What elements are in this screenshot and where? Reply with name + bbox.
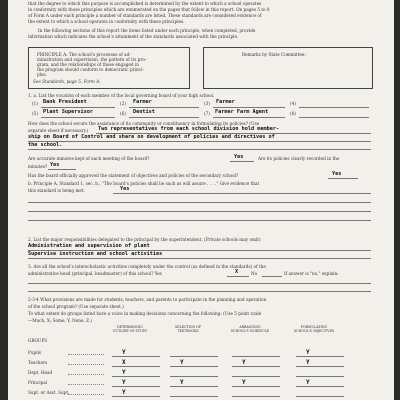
grid-cell-mark: Y <box>122 389 126 396</box>
intro-line-1: that the degree to which this purpose is accomplished is determined by the extent to which a school operates <box>28 1 262 6</box>
grid-cell-line <box>232 366 280 367</box>
assist-line-3 <box>28 149 371 150</box>
grid-row-leader <box>68 354 104 355</box>
grid-cell-line <box>170 376 218 377</box>
grid-cell-mark: Y <box>306 349 310 356</box>
grid-cell-mark: Y <box>180 359 184 366</box>
grid-cell-mark: Y <box>122 349 126 356</box>
adopt-answer: Yes <box>332 171 342 177</box>
b-line-4 <box>28 220 371 221</box>
q2-line-2 <box>28 258 371 259</box>
minutes-answer-2: Yes <box>50 162 60 168</box>
q4-prompt-3: To what extent do groups listed have a voice in making decisions concerning the following: (Use 5 point scale <box>28 311 262 316</box>
q1-line-6 <box>129 117 199 118</box>
intro-line-6: information which indicates the school's attainment of the standards associated with the principle. <box>28 34 239 39</box>
grid-row-label: Teachers <box>28 360 48 365</box>
grid-cell-line <box>296 356 344 357</box>
q1-line-2 <box>129 107 199 108</box>
principle-box <box>28 47 190 89</box>
grid-row-leader <box>68 374 104 375</box>
b-question: b. Principle A, Standard 1, sec. b., "The board's policies shall be such as will assure . . . ." Give evidence that <box>28 181 260 186</box>
assist-question-2: separate sheet if necessary.) <box>28 128 89 133</box>
q3-prompt: 3. Are all the school's interscholastic activities completely under the control (as defined in the standards) of the <box>28 264 266 269</box>
q3-yes-mark: X <box>235 269 239 275</box>
grid-cell-mark: X <box>122 359 126 366</box>
grid-cell-mark: Y <box>180 379 184 386</box>
grid-row-label: Supt. or Asst. Supt. <box>28 390 70 395</box>
b-line-2 <box>28 202 371 203</box>
q1-value-5: Plant Supervisor <box>43 109 93 115</box>
intro-line-3: of Form A under each principle a number of standards are listed. These standards are considered evidence of <box>28 13 262 18</box>
minutes-line-2 <box>48 169 76 170</box>
q1-num-8: (8) <box>290 111 296 116</box>
q1-prompt: 1. a. List the vocation of each member of the local governing board of your high school. <box>28 93 215 98</box>
intro-line-4: the extent to which a school operates in conformity with these principles. <box>28 19 185 24</box>
adopt-line <box>328 178 358 179</box>
minutes-question: Are accurate minutes kept of each meeting of the board? <box>28 156 150 161</box>
grid-cell-line <box>170 396 218 397</box>
principle-line-5: ples. <box>37 72 47 77</box>
q1-num-4: (4) <box>290 101 296 106</box>
grid-cell-line <box>296 396 344 397</box>
q1-line-1 <box>41 107 115 108</box>
groups-header: GROUPS <box>28 338 48 343</box>
q3-line-1 <box>28 283 371 284</box>
minutes-line <box>230 161 254 162</box>
q1-value-2: Farmer <box>133 99 152 105</box>
assist-question: How does the school secure the assistance of its community or constituency in formulating its policies? (Use <box>28 121 260 126</box>
q1-line-4 <box>299 107 369 108</box>
grid-cell-line <box>232 396 280 397</box>
q3-line-2 <box>28 291 371 292</box>
grid-cell-line <box>232 386 280 387</box>
b-line-1 <box>113 193 371 194</box>
grid-cell-mark: Y <box>242 379 246 386</box>
grid-cell-mark: Y <box>306 379 310 386</box>
grid-cell-line <box>232 356 280 357</box>
q1-num-5: (5) <box>32 111 38 116</box>
b-answer: Yes <box>120 186 130 192</box>
q1-line-3 <box>213 107 285 108</box>
q4-prompt-2: of the school program? (Use separate sheet.) <box>28 304 124 309</box>
q3-yes-line <box>227 276 249 277</box>
assist-answer-1: Two representatives from each school division hold member- <box>98 126 280 132</box>
q1-line-7 <box>213 117 285 118</box>
grid-row-leader <box>68 384 104 385</box>
q1-line-5 <box>41 117 115 118</box>
q1-num-6: (6) <box>120 111 126 116</box>
b-question-2: this standard is being met. <box>28 188 85 193</box>
minutes-question-2: Are its policies clearly recorded in the <box>258 156 340 161</box>
grid-row-leader <box>68 394 104 395</box>
grid-cell-mark: Y <box>306 359 310 366</box>
grid-cell-line <box>112 386 160 387</box>
q1-num-1: (1) <box>32 101 38 106</box>
grid-cell-line <box>170 366 218 367</box>
principle-line-2: ministration and supervision, the pattern of its pro- <box>37 57 147 62</box>
grid-row-label: Principal <box>28 380 48 385</box>
grid-row-leader <box>68 364 104 365</box>
grid-row-label: Pupils <box>28 350 42 355</box>
grid-cell-line <box>112 396 160 397</box>
q2-answer-2: Supervise instruction and school activities <box>28 251 163 257</box>
principle-line-4: the program should conform to democratic princi- <box>37 67 144 72</box>
grid-cell-mark: Y <box>122 369 126 376</box>
grid-cell-line <box>232 376 280 377</box>
grid-cell-line <box>170 386 218 387</box>
q1-value-3: Farmer <box>216 99 235 105</box>
grid-cell-mark: Y <box>242 359 246 366</box>
grid-cell-line <box>296 376 344 377</box>
q2-prompt: 2. List the major responsibilities delegated to the principal by the superintendent. (Private schools may omit) <box>28 237 261 242</box>
q3-prompt-3: If answer is "no," explain: <box>284 271 339 276</box>
q3-no-label: No <box>251 271 258 276</box>
grid-cell-line <box>112 366 160 367</box>
grid-cell-line <box>296 386 344 387</box>
intro-line-5: In the following sections of this report the items listed under each principle, when completed, provide <box>38 28 256 33</box>
q4-prompt-4: —Much, X; Some, Y; None, Z.) <box>28 318 92 323</box>
grid-cell-line <box>296 366 344 367</box>
q4-prompt: 2-3-4 What provisions are made for students, teachers, and parents to participate in the planning and operation <box>28 297 267 302</box>
grid-row-label: Dept. Head <box>28 370 53 375</box>
col-header-1: DETERMINING OUTLINE OF STUDY <box>112 325 148 333</box>
q1-value-1: Bank President <box>43 99 87 105</box>
principle-reference: See Standards, page 5, Form A. <box>33 79 101 84</box>
q1-num-3: (3) <box>204 101 210 106</box>
col-header-4: FORMULATING SCHOOL'S OBJECTIVES <box>294 325 335 333</box>
q1-num-7: (7) <box>204 111 210 116</box>
q3-prompt-2: administrative head (principal, headmaster) of this school? Yes <box>28 271 162 276</box>
q2-answer-1: Administration and supervision of plant <box>28 243 150 249</box>
remarks-box <box>203 47 373 89</box>
document-page <box>8 0 394 400</box>
assist-line-2 <box>28 141 371 142</box>
assist-answer-3: the school. <box>28 142 63 148</box>
assist-answer-2: ship on Board of Control and share on development of policies and directives of <box>28 134 275 140</box>
minutes-question-3: minutes? <box>28 164 48 169</box>
grid-cell-line <box>170 356 218 357</box>
grid-cell-line <box>112 376 160 377</box>
remarks-label: Remarks by State Committee: <box>242 52 306 57</box>
b-line-3 <box>28 211 371 212</box>
intro-line-2: in conformity with those principles which are enumerated on the pages that follow in this report. On pages 5 to 8 <box>28 7 270 12</box>
q3-no-line <box>262 276 282 277</box>
q1-line-8 <box>299 117 369 118</box>
principle-line-1: PRINCIPLE A: The school's processes of ad- <box>37 52 131 57</box>
grid-cell-mark: Y <box>122 379 126 386</box>
col-header-2: SELECTION OF TEXTBOOKS <box>174 325 202 333</box>
grid-cell-line <box>112 356 160 357</box>
col-header-3: ARRANGING SCHOOL'S SCHEDULE <box>230 325 270 333</box>
q1-value-6: Dentist <box>133 109 155 115</box>
q1-value-7: Farmer Farm Agent <box>215 109 269 115</box>
principle-line-3: gram, and the relationships of those engaged in <box>37 62 139 67</box>
q1-num-2: (2) <box>120 101 126 106</box>
minutes-answer: Yes <box>234 154 244 160</box>
adopt-question: Has the board officially approved the statement of objectives and policies of the secondary school? <box>28 173 239 178</box>
